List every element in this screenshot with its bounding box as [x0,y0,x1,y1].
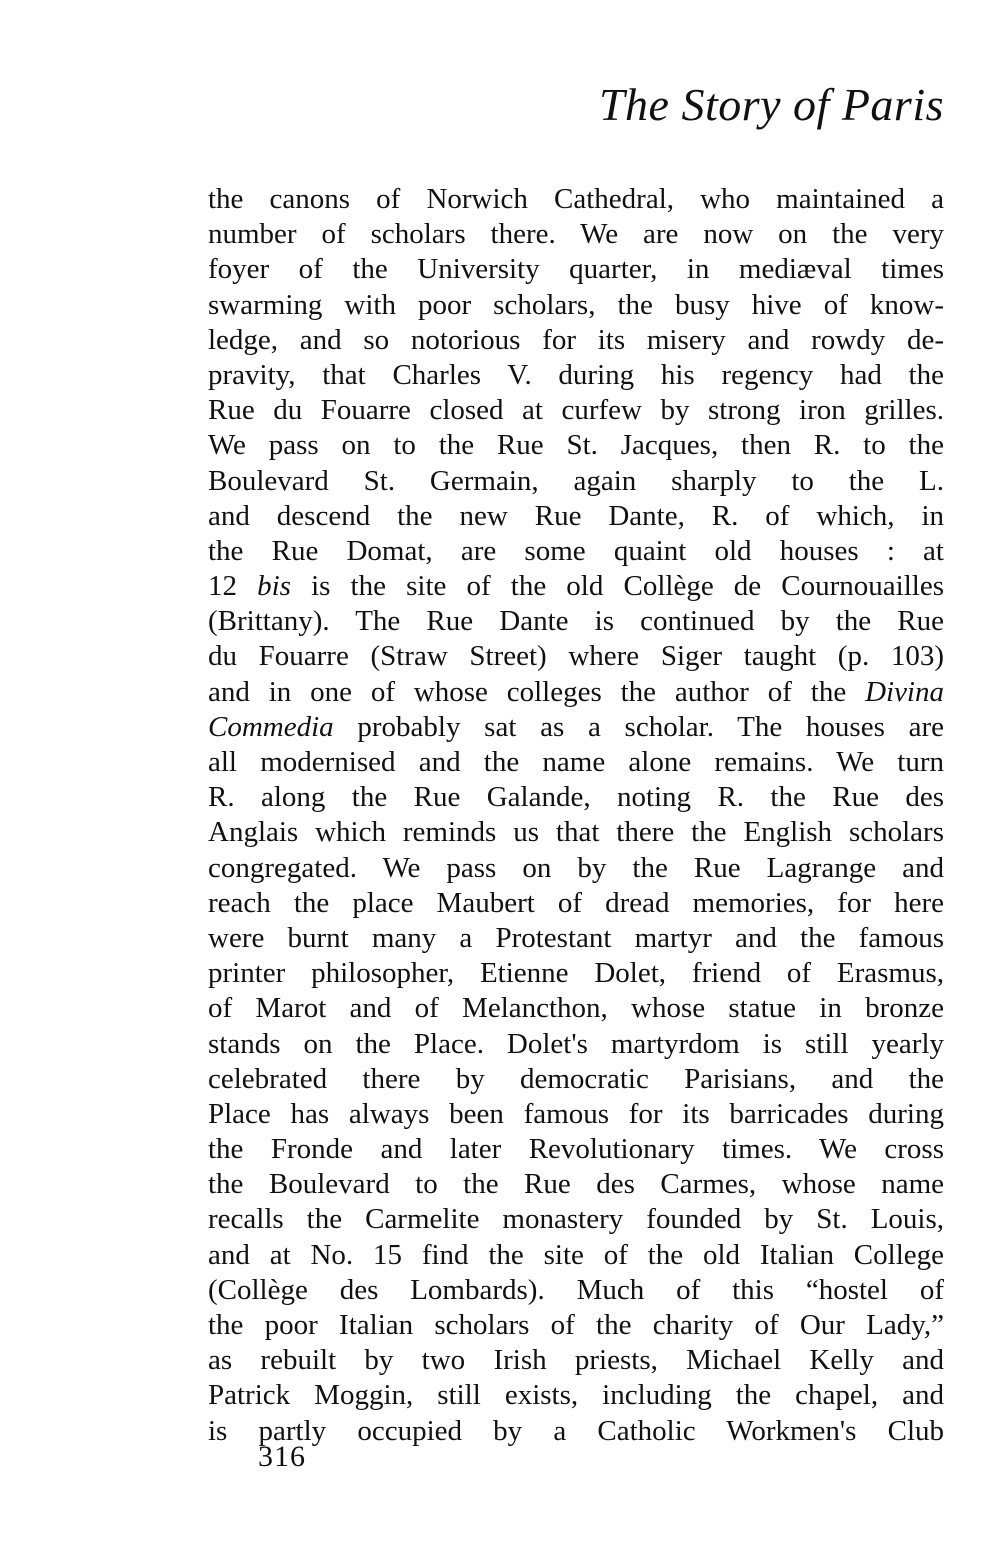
italic-text: Commedia [208,710,334,743]
text-line: all modernised and the name alone remains. We turn [208,746,944,778]
italic-text: bis [257,570,291,603]
text-line: the Boulevard to the Rue des Carmes, whose name [208,1168,944,1201]
text-line: the poor Italian scholars of the charity of Our Lady,” [208,1309,944,1341]
text-line: foyer of the University quarter, in mediæval times [208,253,944,286]
text-line: number of scholars there. We are now on the very [208,218,944,251]
text-line: reach the place Maubert of dread memories, for here [208,886,944,919]
text-line: (Brittany). The Rue Dante is continued by the Rue [208,605,944,638]
text-line: ledge, and so notorious for its misery and rowdy de- [208,323,944,356]
text-line: congregated. We pass on by the Rue Lagrange and [208,851,944,884]
text-line: the Rue Domat, are some quaint old houses : at [208,534,944,567]
text-line [208,710,944,745]
text-line: printer philosopher, Etienne Dolet, friend of Erasmus, [208,957,944,990]
text-line [208,569,944,604]
text-line: were burnt many a Protestant martyr and the famous [208,921,944,954]
text-line: du Fouarre (Straw Street) where Siger taught (p. 103) [208,640,944,673]
text-line: pravity, that Charles V. during his regency had the [208,358,944,391]
text-segment: 12 [208,570,258,603]
text-line: R. along the Rue Galande, noting R. the Rue des [208,781,944,814]
text-line: Place has always been famous for its barricades during [208,1097,944,1130]
text-line: Anglais which reminds us that there the English scholars [208,816,944,849]
text-line [208,675,944,710]
text-line: as rebuilt by two Irish priests, Michael Kelly and [208,1344,944,1377]
running-title: The Story of Paris [598,79,944,130]
text-line: We pass on to the Rue St. Jacques, then R. to the [208,429,944,462]
text-segment: and in one of whose colleges the author of the [208,675,866,708]
text-line: celebrated there by democratic Parisians, and the [208,1062,944,1095]
text-line: recalls the Carmelite monastery founded by St. Louis, [208,1203,944,1236]
italic-text: Divina [865,675,944,708]
text-line: the Fronde and later Revolutionary times. We cross [208,1133,944,1166]
text-line: and descend the new Rue Dante, R. of which, in [208,499,944,532]
text-segment: probably sat as a scholar. The houses are [333,710,944,743]
text-line: is partly occupied by a Catholic Workmen's Club [208,1414,944,1447]
text-segment: is the site of the old Collège de Cournouailles [290,570,944,603]
body-text [208,182,944,1449]
text-line: Patrick Moggin, still exists, including the chapel, and [208,1379,944,1412]
text-line: stands on the Place. Dolet's martyrdom is still yearly [208,1027,944,1060]
text-line: (Collège des Lombards). Much of this “hostel of [208,1273,944,1306]
text-line: and at No. 15 find the site of the old Italian College [208,1238,944,1271]
text-line: Boulevard St. Germain, again sharply to the L. [208,464,944,497]
page-number: 316 [258,1440,306,1473]
text-line: swarming with poor scholars, the busy hive of know- [208,288,944,321]
text-line: Rue du Fouarre closed at curfew by strong iron grilles. [208,394,944,427]
text-line: the canons of Norwich Cathedral, who maintained a [208,183,944,215]
text-line: of Marot and of Melancthon, whose statue in bronze [208,992,944,1025]
